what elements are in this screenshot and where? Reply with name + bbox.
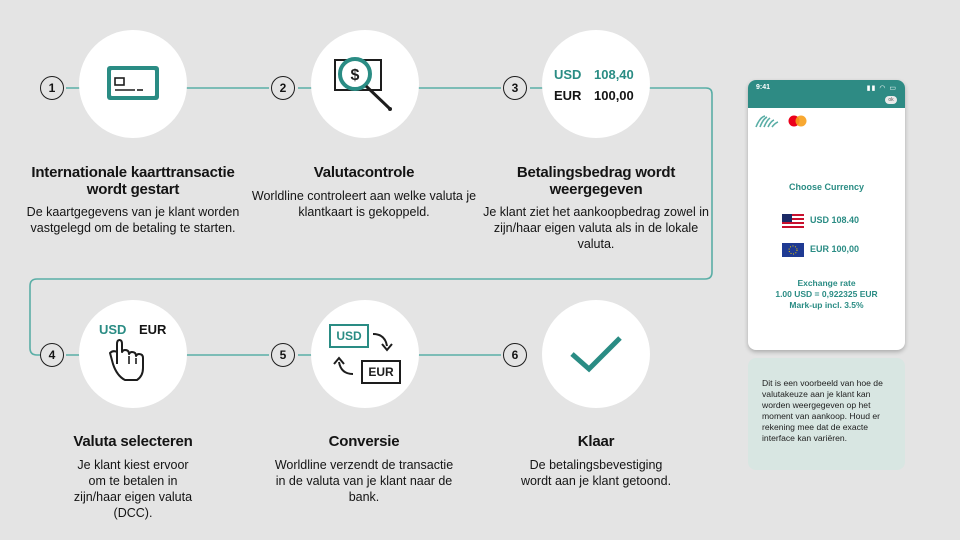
- step-3-icon-circle: [542, 30, 650, 138]
- step-1-title: Internationale kaarttransactie wordt gestart: [31, 164, 235, 198]
- markup-label: Mark-up incl. 3.5%: [789, 300, 864, 310]
- amount-value-usd: 108,40: [594, 67, 634, 82]
- step-2-title: Valutacontrole: [313, 164, 415, 181]
- currency-option-eur-label: EUR 100,00: [810, 244, 860, 254]
- exchange-rate-value: 1.00 USD = 0,922325 EUR: [775, 289, 878, 299]
- exchange-rate-title: Exchange rate: [797, 278, 856, 288]
- signal-wifi-battery-icon: ▮▮ ◠ ▭: [866, 85, 897, 92]
- credit-card-icon: [79, 30, 187, 138]
- step-4-description: Je klant kiest ervoor om te betalen in zijn/haar eigen valuta (DCC).: [73, 458, 193, 520]
- conversion-from-currency: USD: [329, 324, 369, 348]
- step-number-1: 1: [40, 76, 64, 100]
- magnifier-dollar-icon: [311, 30, 419, 138]
- step-6-title: Klaar: [577, 433, 615, 450]
- conversion-to-currency: EUR: [361, 360, 401, 384]
- step-5-description: Worldline verzendt de transactie in de valuta van je klant naar de bank.: [274, 458, 454, 504]
- worldline-logo-icon: [754, 113, 780, 129]
- step-1-description: De kaartgegevens van je klant worden vastgelegd om de betaling te starten.: [26, 205, 240, 235]
- currency-option-usd[interactable]: [782, 213, 892, 229]
- step-2-description: Worldline controleert aan welke valuta je klantkaart is gekoppeld.: [251, 189, 477, 219]
- step-4-icon-circle: [79, 300, 187, 408]
- step-2-icon-circle: [311, 30, 419, 138]
- phone-mockup: [748, 80, 905, 350]
- step-6-description: De betalingsbevestiging wordt aan je klant getoond.: [520, 458, 672, 488]
- phone-ok-chip[interactable]: ok: [885, 96, 897, 104]
- step-3-title: Betalingsbedrag wordt weergegeven: [516, 164, 676, 198]
- amount-currency-usd: USD: [554, 67, 582, 82]
- step-5-title: Conversie: [328, 433, 400, 450]
- checkmark-icon: [542, 300, 650, 408]
- step-6-icon-circle: [542, 300, 650, 408]
- conversion-arrows-icon: [311, 300, 419, 408]
- select-currency-usd: USD: [99, 322, 127, 337]
- hand-pointer-icon: [79, 300, 187, 408]
- step-number-4: 4: [40, 343, 64, 367]
- step-4-title: Valuta selecteren: [73, 433, 193, 450]
- amount-currency-eur: EUR: [554, 88, 582, 103]
- amount-value-eur: 100,00: [594, 88, 634, 103]
- select-currency-eur: EUR: [139, 322, 167, 337]
- step-1-icon-circle: [79, 30, 187, 138]
- step-number-6: 6: [503, 343, 527, 367]
- example-note-text: Dit is een voorbeeld van hoe de valutakeuze aan je klant kan worden weergegeven op het moment van aankoop. Houd er rekening mee dat de exacte interface kan variëren.: [762, 378, 883, 443]
- step-number-2: 2: [271, 76, 295, 100]
- phone-time: 9:41: [756, 84, 771, 91]
- phone-status-bar: [748, 80, 905, 108]
- step-5-icon-circle: [311, 300, 419, 408]
- eu-flag-icon: [782, 243, 804, 257]
- step-number-5: 5: [271, 343, 295, 367]
- currency-option-usd-label: USD 108.40: [810, 215, 860, 225]
- step-3-description: Je klant ziet het aankoopbedrag zowel in zijn/haar eigen valuta als in de lokale valuta.: [483, 205, 709, 251]
- mastercard-logo-icon: [788, 115, 808, 127]
- choose-currency-label: Choose Currency: [788, 182, 865, 192]
- svg-text:$: $: [350, 67, 360, 84]
- us-flag-icon: [782, 214, 804, 228]
- step-number-3: 3: [503, 76, 527, 100]
- currency-option-eur[interactable]: [782, 242, 892, 258]
- exchange-rate-info: [748, 278, 905, 311]
- example-note: [748, 358, 905, 470]
